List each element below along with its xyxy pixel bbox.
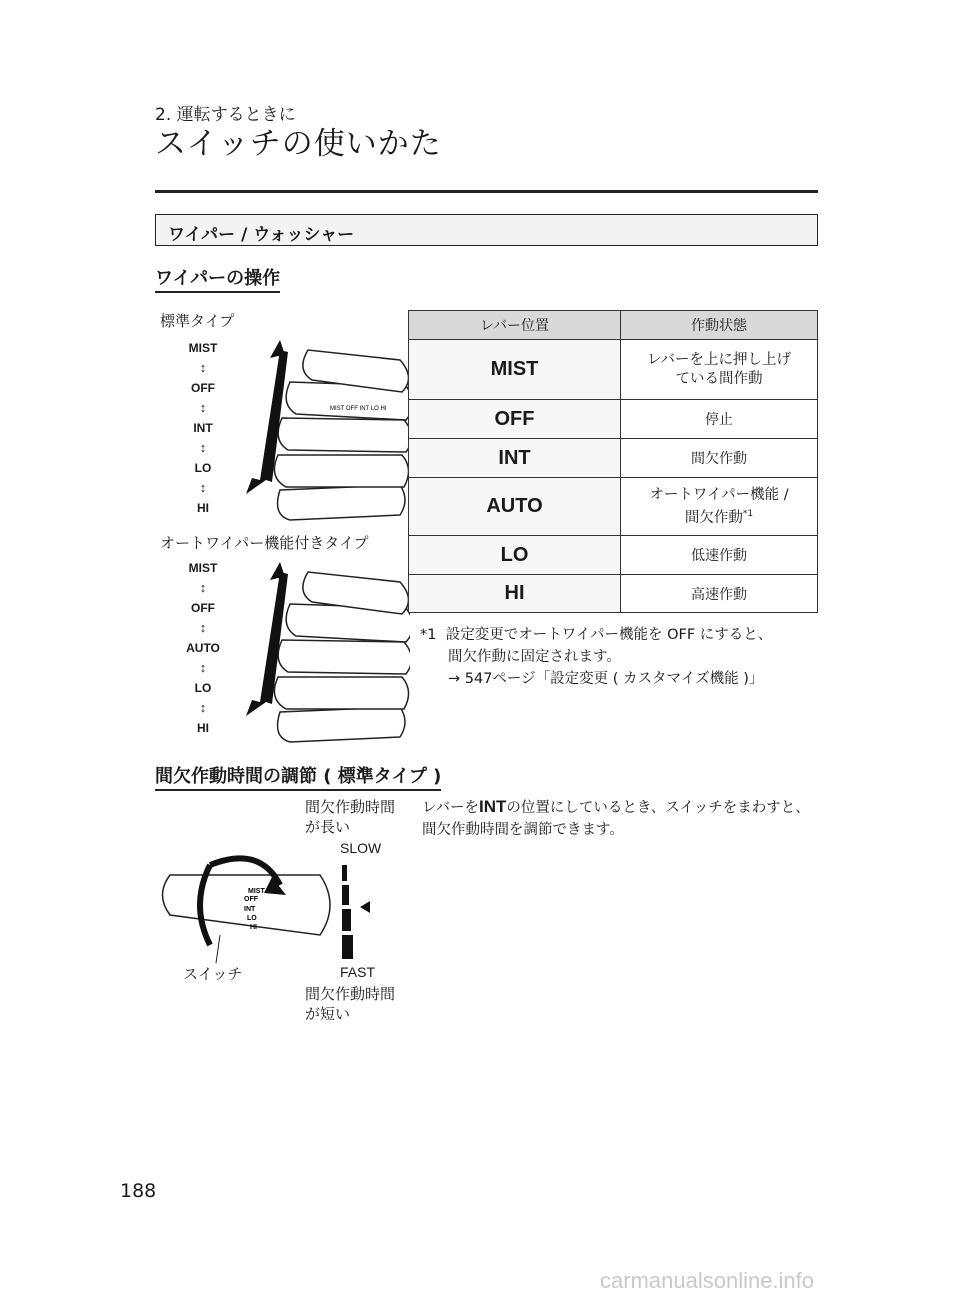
section-box: [155, 214, 818, 246]
body-text-part: の位置にしているとき、スイッチをまわすと、間欠作動時間を調節できます。: [422, 800, 810, 838]
wiper-lever-illustration-1: [230, 340, 410, 525]
updown-arrow-icon: ↕: [199, 660, 207, 675]
lever-pos: AUTO: [186, 641, 220, 655]
operation-state-cell: [621, 478, 818, 536]
pointer-triangle-icon: [360, 901, 370, 913]
switch-label: スイッチ: [183, 965, 243, 983]
footnote: [420, 624, 820, 690]
lever-pos: HI: [197, 501, 209, 515]
title-rule: [155, 190, 818, 193]
page-title: スイッチの使いかた: [155, 126, 442, 162]
table-row: [409, 400, 818, 439]
subhead-operation: ワイパーの操作: [155, 264, 280, 293]
wiper-lever-illustration-2: [230, 562, 410, 747]
label-line: が短い: [305, 1005, 351, 1023]
interval-switch-illustration: [150, 855, 390, 965]
footnote-ref: *1: [742, 508, 754, 519]
slow-label: SLOW: [340, 840, 382, 856]
lever-pos: HI: [197, 721, 209, 735]
ring-label: MIST: [248, 888, 265, 895]
footnote-mark: *1: [420, 627, 437, 643]
operation-state: レバーを上に押し上げ ている間作動: [621, 340, 818, 400]
operation-state: 低速作動: [621, 536, 818, 575]
diagram1-label: 標準タイプ: [160, 312, 235, 330]
updown-arrow-icon: ↕: [199, 440, 207, 455]
page-number: 188: [120, 1180, 157, 1202]
interval-body-text: [422, 796, 820, 841]
ring-label: LO: [247, 915, 257, 922]
updown-arrow-icon: ↕: [199, 480, 207, 495]
fast-label: FAST: [340, 964, 376, 980]
lever-pos: LO: [194, 681, 212, 695]
updown-arrow-icon: ↕: [199, 620, 207, 635]
ring-label: HI: [250, 924, 257, 931]
table-row: [409, 478, 818, 536]
label-line: 間欠作動時間: [305, 798, 396, 816]
table-row: [409, 439, 818, 478]
updown-arrow-icon: ↕: [199, 400, 207, 415]
table-row: [409, 536, 818, 575]
lever-pos: MIST: [188, 561, 218, 575]
lever-position: OFF: [409, 400, 621, 439]
lever-position: MIST: [409, 340, 621, 400]
lever-pos: OFF: [191, 381, 215, 395]
updown-arrow-icon: ↕: [199, 580, 207, 595]
table-row: [409, 340, 818, 400]
long-interval-label: [305, 797, 395, 837]
lever-position: INT: [409, 439, 621, 478]
lever-pos: LO: [194, 461, 212, 475]
diagram2-label: オートワイパー機能付きタイプ: [160, 534, 369, 552]
ring-label: OFF: [244, 896, 258, 903]
ring-text: MIST OFF INT LO HI: [330, 406, 387, 412]
table-header: 作動状態: [621, 311, 818, 340]
lever-position: LO: [409, 536, 621, 575]
updown-arrow-icon: ↕: [199, 700, 207, 715]
operation-state: 停止: [621, 400, 818, 439]
footnote-line: 間欠作動に固定されます。: [448, 649, 621, 665]
label-line: 間欠作動時間: [305, 985, 396, 1003]
table-header: レバー位置: [409, 311, 621, 340]
lever-position: HI: [409, 575, 621, 613]
subhead-interval: 間欠作動時間の調節 ( 標準タイプ ): [155, 762, 441, 791]
label-line: が長い: [305, 818, 351, 836]
watermark: carmanualsonline.info: [600, 1268, 815, 1293]
operation-state: 高速作動: [621, 575, 818, 613]
updown-arrow-icon: ↕: [199, 360, 207, 375]
footnote-line: 設定変更でオートワイパー機能を OFF にすると、: [445, 627, 773, 643]
page-reference-link[interactable]: → 547ページ「設定変更 ( カスタマイズ機能 )」: [448, 671, 764, 687]
int-symbol: INT: [479, 797, 507, 816]
ring-label: INT: [244, 906, 256, 913]
operation-state: オートワイパー機能 / 間欠作動: [649, 486, 789, 526]
section-breadcrumb: 2. 運転するときに: [155, 105, 296, 125]
short-interval-label: [305, 984, 395, 1024]
operation-state: 間欠作動: [621, 439, 818, 478]
lever-pos: INT: [193, 421, 213, 435]
body-text-part: レバーを: [422, 800, 479, 816]
section-box-title: ワイパー / ウォッシャー: [168, 225, 355, 245]
lever-position-table: [408, 310, 818, 613]
lever-pos: MIST: [188, 341, 218, 355]
table-row: [409, 575, 818, 613]
lever-pos: OFF: [191, 601, 215, 615]
lever-position: AUTO: [409, 478, 621, 536]
